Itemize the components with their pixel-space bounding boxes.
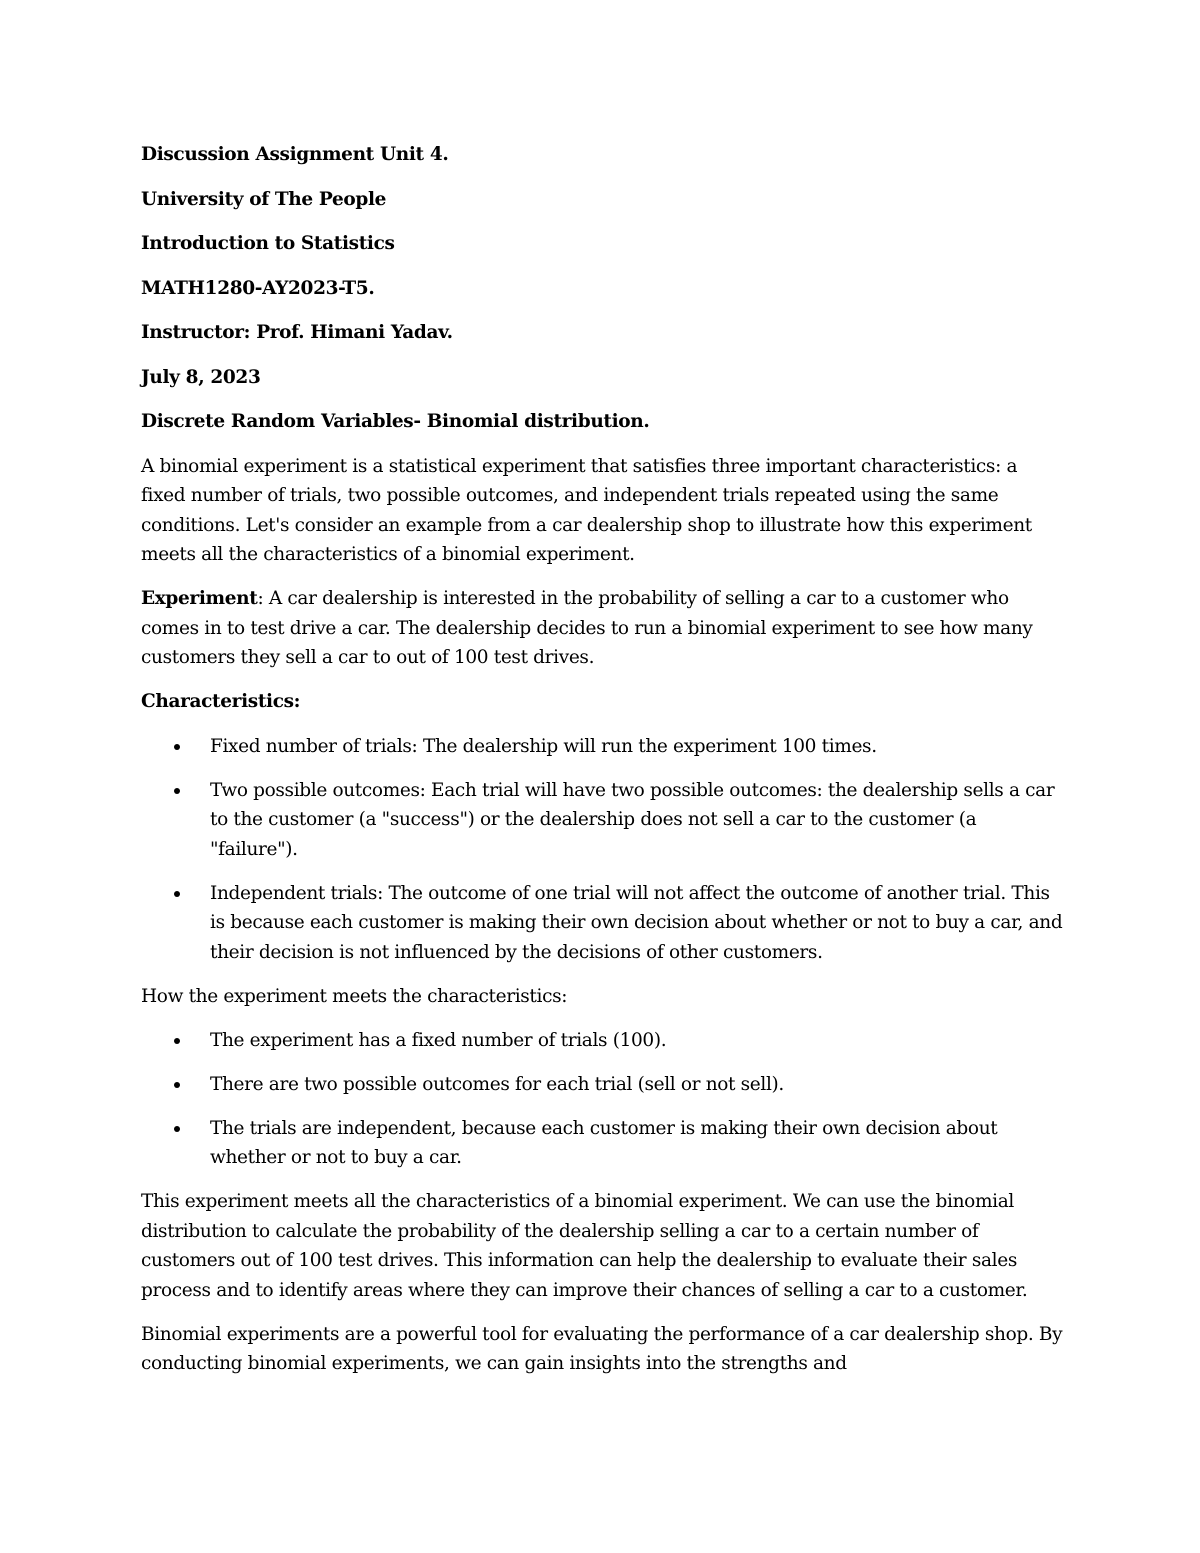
list-item-text: Independent trials: The outcome of one trial will not affect the outcome of another trial. This is because each customer is making their own decision about whether or not to buy a car, and their decision is not influenced by the decisions of other customers.	[210, 882, 1063, 963]
date-line: July 8, 2023	[141, 366, 261, 388]
list-item	[141, 732, 1066, 762]
conclusion-paragraph: This experiment meets all the characteristics of a binomial experiment. We can use the binomial distribution to calculate the probability of the dealership selling a car to a certain number of customers out of 100 test drives. This information can help the dealership to evaluate their sales process and to identify areas where they can improve their chances of selling a car to a customer.	[141, 1191, 1028, 1301]
bullet-icon	[174, 1038, 180, 1044]
bullet-icon	[174, 1126, 180, 1132]
list-item	[141, 879, 1066, 968]
course-name: Introduction to Statistics	[141, 233, 395, 254]
course-code: MATH1280-AY2023-T5.	[141, 277, 375, 299]
experiment-label: Experiment	[141, 588, 258, 609]
experiment-paragraph	[141, 584, 1066, 673]
list-item	[141, 1026, 1066, 1056]
list-item	[141, 1114, 1066, 1173]
document-page	[141, 140, 1066, 1393]
list-item-text: The trials are independent, because each customer is making their own decision about whether or not to buy a car.	[210, 1117, 998, 1168]
instructor-line: Instructor: Prof. Himani Yadav.	[141, 322, 453, 343]
closing-paragraph: Binomial experiments are a powerful tool for evaluating the performance of a car dealership shop. By conducting binomial experiments, we can gain insights into the strengths and	[141, 1323, 1063, 1374]
list-item-text: Fixed number of trials: The dealership will run the experiment 100 times.	[210, 735, 877, 757]
list-item	[141, 776, 1066, 865]
intro-paragraph: A binomial experiment is a statistical experiment that satisfies three important characteristics: a fixed number of trials, two possible outcomes, and independent trials repeated using the same conditions. Let's consider an example from a car dealership shop to illustrate how this experiment meets all the characteristics of a binomial experiment.	[141, 455, 1032, 565]
list-item-text: Two possible outcomes: Each trial will have two possible outcomes: the dealership sells a car to the customer (a "success") or the dealership does not sell a car to the customer (a "failure").	[210, 779, 1055, 860]
bullet-icon	[174, 1082, 180, 1088]
document-title: Discussion Assignment Unit 4.	[141, 144, 449, 165]
experiment-text: : A car dealership is interested in the probability of selling a car to a customer who comes in to test drive a car. The dealership decides to run a binomial experiment to see how many customers they sell a car to out of 100 test drives.	[141, 588, 1033, 668]
list-item-text: There are two possible outcomes for each trial (sell or not sell).	[210, 1073, 784, 1095]
characteristics-heading: Characteristics:	[141, 691, 301, 712]
topic-heading: Discrete Random Variables- Binomial distribution.	[141, 411, 650, 432]
bullet-icon	[174, 891, 180, 897]
university-name: University of The People	[141, 188, 387, 210]
list-item-text: The experiment has a fixed number of trials (100).	[210, 1029, 667, 1051]
meets-heading: How the experiment meets the characteristics:	[141, 985, 568, 1007]
meets-list	[141, 1026, 1066, 1173]
bullet-icon	[174, 788, 180, 794]
list-item	[141, 1070, 1066, 1100]
characteristics-list	[141, 732, 1066, 968]
bullet-icon	[174, 744, 180, 750]
